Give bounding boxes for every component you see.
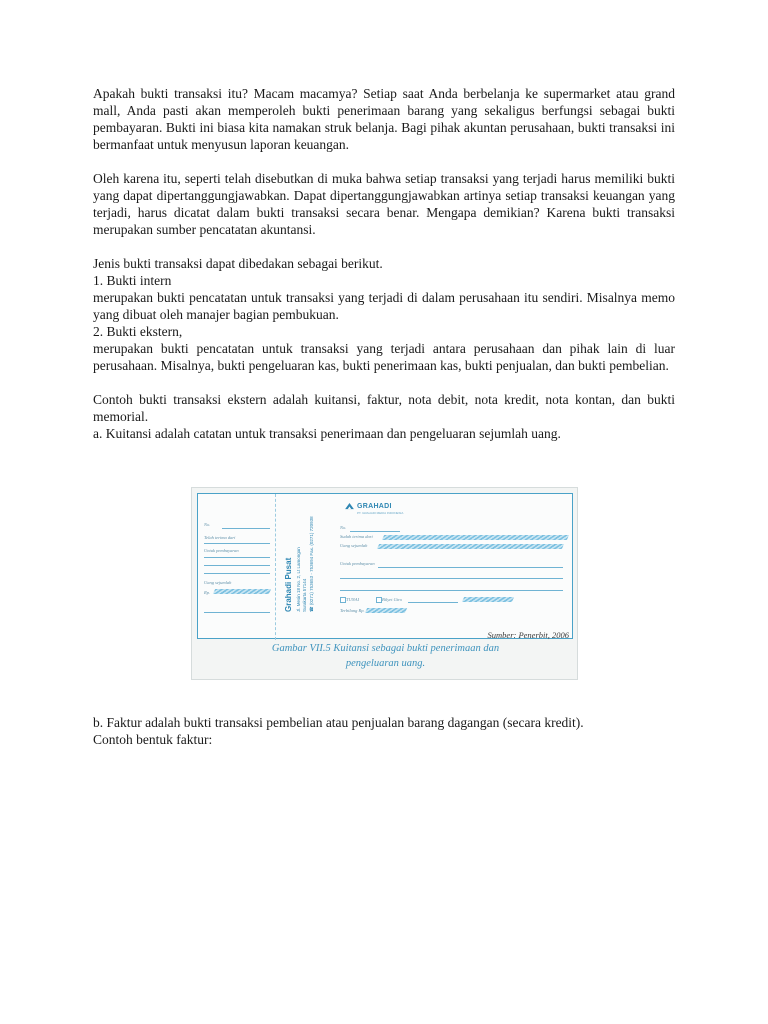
logo-text: GRAHADI [357,503,392,510]
stub-label-from: Telah terima dari [204,535,236,540]
main-label-giro: Bilyet Giro [382,597,402,602]
main-label-from: Sudah terima dari [340,534,373,539]
list-item-2-text: merupakan bukti pencatatan untuk transaksi yang terjadi antara perusahaan dan pihak lain di luar perusahaan. Misalnya, bukti pengeluaran kas, bukti penerimaan kas, bukti penjualan, dan bukti pembelian. [93,341,675,373]
stub-label-no: No. [204,522,211,527]
figure-caption-line-1: Gambar VII.5 Kuitansi sebagai bukti penerimaan dan [271,643,500,654]
vertical-address: Jl. Mesin 18 No. 2, Lt Lamongan [296,547,301,612]
paragraph-external-examples: Contoh bukti transaksi ekstern adalah kuitansi, faktur, nota debit, nota kredit, nota kontan, dan bukti memorial. [93,392,675,424]
paragraph-faktur: b. Faktur adalah bukti transaksi pembelian atau penjualan barang dagangan (secara kredit). [93,715,584,730]
receipt-form [197,493,573,639]
main-label-amount: Uang sejumlah [340,543,368,548]
main-label-terbilang: Terbilang Rp. [340,608,365,613]
paragraph-types-intro: Jenis bukti transaksi dapat dibedakan sebagai berikut. [93,256,383,271]
grahadi-logo-icon [345,503,354,510]
logo-subtitle: PT. GRAHADI MEDIA INDONESIA [357,511,404,515]
vertical-phone: ☎ (0271) 753653 - 753694 Fax. (0271) 720938 [309,516,314,612]
paragraph-accountability: Oleh karena itu, seperti telah disebutkan di muka bahwa setiap transaksi yang terjadi harus memiliki bukti yang dapat dipertanggungjawabkan. Dapat dipertanggungjawabkan artinya setiap transaksi keuangan yang terjadi, harus dicatat dalam bukti transaksi secara benar. Mengapa demikian? Karena bukti transaksi merupakan sumber pencatatan akuntansi. [93,171,675,237]
vertical-company-name: Grahadi Pusat [284,557,293,612]
list-item-2-title: 2. Bukti ekstern, [93,324,183,339]
kuitansi-figure [191,487,578,680]
paragraph-faktur-example: Contoh bentuk faktur: [93,732,213,747]
main-label-tunai: TUNAI [346,597,360,602]
stub-label-for: Untuk pembayaran [204,548,239,553]
paragraph-kuitansi: a. Kuitansi adalah catatan untuk transaksi penerimaan dan pengeluaran sejumlah uang. [93,426,561,441]
main-label-no: No. [340,525,347,530]
main-label-for: Untuk pembayaran [340,561,375,566]
stub-label-amount: Uang sejumlah [204,580,232,585]
document-body [93,85,675,442]
vertical-city: Surakarta 57144 [302,578,307,612]
grahadi-logo [345,503,392,510]
figure-caption-line-2: pengeluaran uang. [345,658,426,669]
paragraph-intro: Apakah bukti transaksi itu? Macam macamya? Setiap saat Anda berbelanja ke supermarket atau grand mall, Anda pasti akan memperoleh bukti penerimaan barang yang sekaligus berfungsi sebagai bukti pembayaran. Bukti ini biasa kita namakan struk belanja. Bagi pihak akuntan perusahaan, bukti transaksi ini bermanfaat untuk menyusun laporan keuangan. [93,86,675,152]
document-body-continued [93,714,675,748]
figure-source: Sumber: Penerbit, 2006 [487,630,569,640]
perforation-line [275,494,276,640]
stub-label-rp: Rp. [204,590,211,595]
list-item-1-title: 1. Bukti intern [93,273,172,288]
list-item-1-text: merupakan bukti pencatatan untuk transaksi yang terjadi di dalam perusahaan itu sendiri. Misalnya memo yang dibuat oleh manajer bagian pembukuan. [93,290,675,322]
